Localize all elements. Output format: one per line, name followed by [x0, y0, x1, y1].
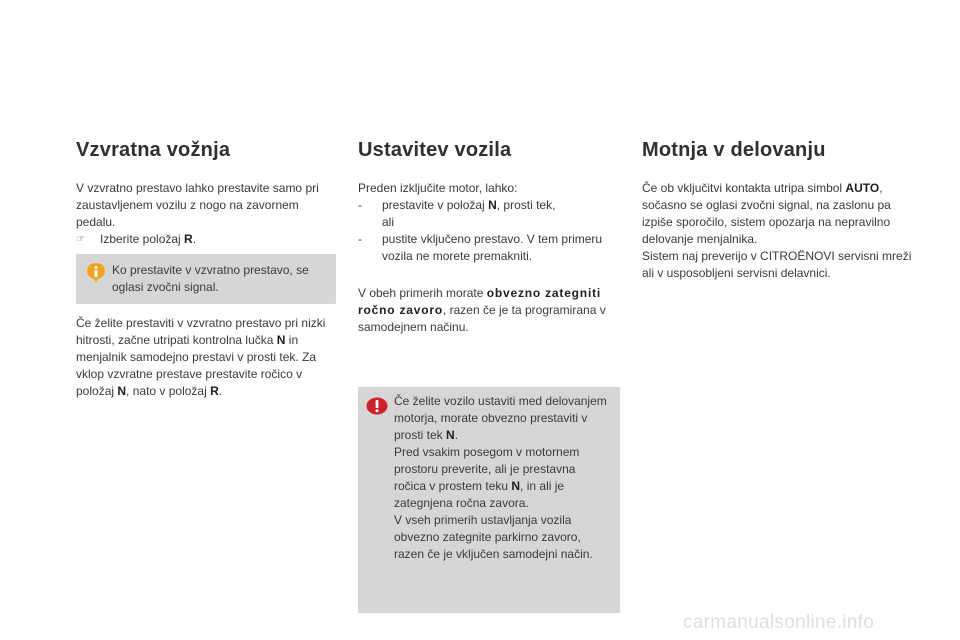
list-item: - prestavite v položaj N, prosti tek, ali — [358, 198, 556, 229]
handbrake-paragraph: V obeh primerih morate obvezno zategniti ročno zavoro, razen če je ta programirana v samodejnem načinu. — [358, 286, 606, 334]
pointing-hand-icon: ☞ — [76, 234, 85, 245]
low-speed-paragraph-block — [76, 315, 328, 400]
low-speed-paragraph: Če želite prestaviti v vzvratno prestavo pri nizki hitrosti, začne utripati kontrolna lučka N in menjalnik samodejno prestavi v prosti tek. Za vklop vzvratne prestave prestavite ročico v položaj N, nato v položaj R. — [76, 316, 326, 398]
section-title-stopping: Ustavitev vozila — [358, 139, 512, 161]
info-icon — [86, 262, 106, 284]
malfunction-paragraph: Če ob vključitvi kontakta utripa simbol AUTO, sočasno se oglasi zvočni signal, na zaslonu pa izpiše sporočilo, sistem opozarja na nepravilno delovanje menjalnika. — [642, 181, 891, 246]
section-title-reversing: Vzvratna vožnja — [76, 139, 231, 161]
warning-icon — [366, 397, 388, 415]
watermark: carmanualsonline.info — [683, 612, 875, 633]
section-title-malfunction: Motnja v delovanju — [642, 139, 826, 161]
column-reversing — [76, 138, 328, 248]
warning-text-parking-brake: V vseh primerih ustavljanja vozila obvezno zategnite parkirno zavoro, razen če je vključen samodejni način. — [394, 513, 593, 561]
service-paragraph: Sistem naj preverijo v CITROËNOVI servisni mreži ali v usposobljeni servisni delavnici. — [642, 249, 912, 280]
info-text: Ko prestavite v vzvratno prestavo, se oglasi zvočni signal. — [112, 263, 309, 294]
instruction-line: ☞ Izberite položaj R. — [76, 232, 197, 246]
column-stopping — [358, 138, 620, 336]
intro-paragraph: V vzvratno prestavo lahko prestavite samo pri zaustavljenem vozilu z nogo na zavornem pedalu. — [76, 181, 319, 229]
warning-text-engine-bay: Pred vsakim posegom v motornem prostoru preverite, ali je prestavna ročica v prostem teku N, in ali je zategnjena ročna zavora. — [394, 445, 580, 510]
list-item: - pustite vključeno prestavo. V tem primeru vozila ne morete premakniti. — [358, 232, 603, 263]
lead-text: Preden izključite motor, lahko: — [358, 181, 518, 195]
column-malfunction — [642, 138, 912, 282]
warning-text-neutral: Če želite vozilo ustaviti med delovanjem motorja, morate obvezno prestaviti v prosti tek N. — [394, 394, 607, 442]
info-box-reverse-signal — [76, 254, 336, 304]
warning-box-stopping — [358, 387, 620, 613]
